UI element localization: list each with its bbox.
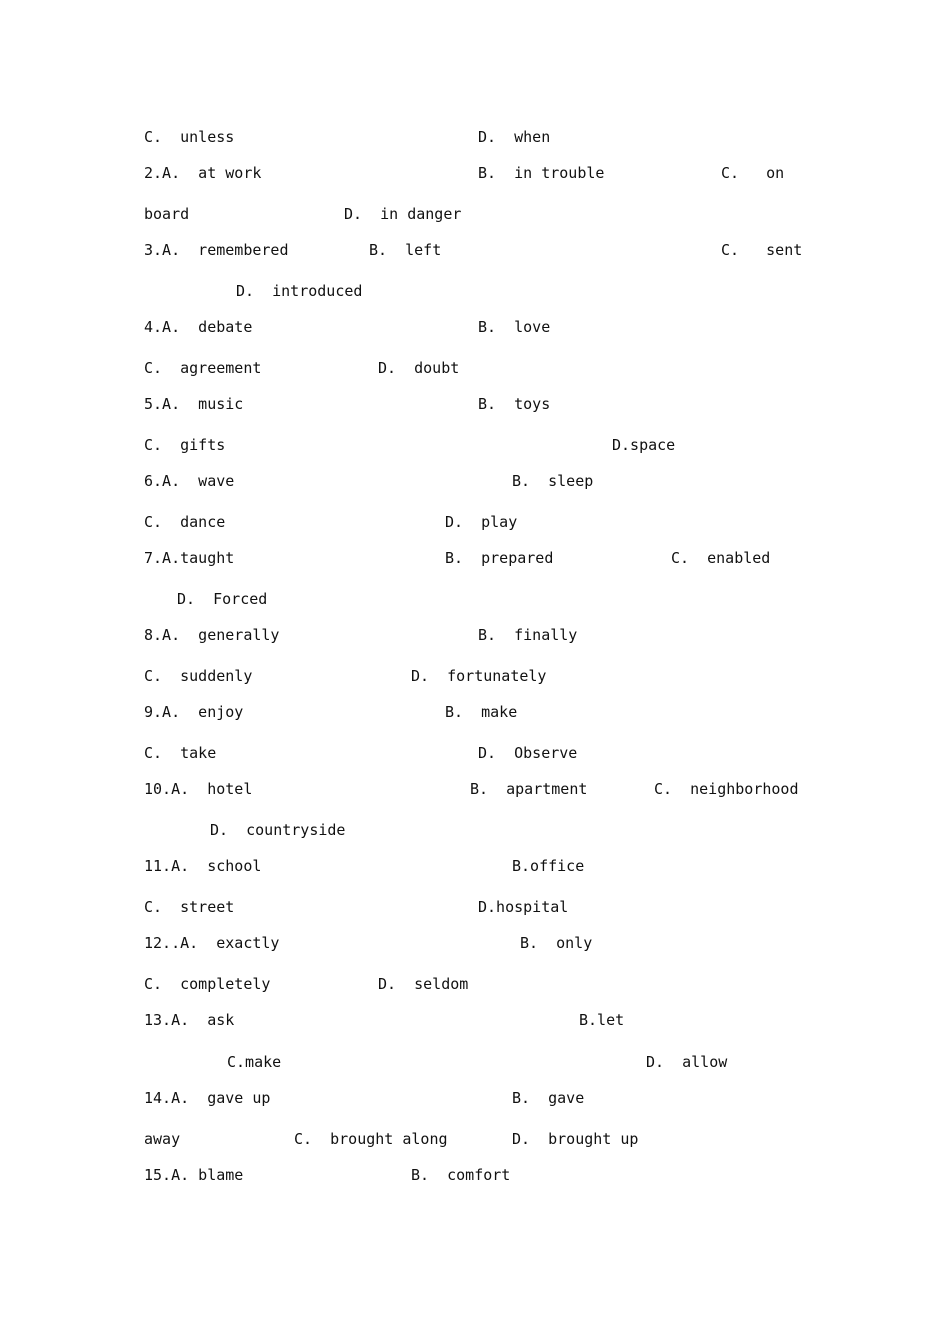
option-text: away (144, 1130, 181, 1148)
question-15: 15.A. blame (144, 1166, 244, 1184)
option-text: B. comfort (411, 1166, 511, 1184)
option-text: D. Forced (177, 590, 268, 608)
option-text: C. agreement (144, 359, 262, 377)
question-11: 11.A. school (144, 857, 262, 875)
question-4: 4.A. debate (144, 318, 253, 336)
option-text: B.office (512, 857, 585, 875)
option-text: B. make (445, 703, 518, 721)
option-text: D. fortunately (411, 667, 547, 685)
question-3: 3.A. remembered (144, 241, 289, 259)
option-text: D. seldom (378, 975, 469, 993)
option-text: D. play (445, 513, 518, 531)
option-text: B. left (369, 241, 442, 259)
option-text: D. countryside (210, 821, 346, 839)
option-text: C. completely (144, 975, 271, 993)
option-text: B. only (520, 934, 593, 952)
option-text: C. street (144, 898, 235, 916)
option-text: B. sleep (512, 472, 594, 490)
option-text: B.let (579, 1011, 625, 1029)
option-text: D. allow (646, 1053, 728, 1071)
option-text: C. take (144, 744, 217, 762)
option-text: C. sent (721, 241, 803, 259)
question-7: 7.A.taught (144, 549, 235, 567)
option-text: board (144, 205, 190, 223)
option-text: D. in danger (344, 205, 462, 223)
option-text: B. love (478, 318, 551, 336)
option-text: D. introduced (236, 282, 363, 300)
option-text: D.space (612, 436, 676, 454)
option-text: C. on (721, 164, 785, 182)
question-13: 13.A. ask (144, 1011, 235, 1029)
option-text: B. in trouble (478, 164, 605, 182)
option-text: D. Observe (478, 744, 578, 762)
option-text: D. when (478, 128, 551, 146)
question-2: 2.A. at work (144, 164, 262, 182)
option-text: C. dance (144, 513, 226, 531)
option-text: D. doubt (378, 359, 460, 377)
option-text: C. brought along (294, 1130, 448, 1148)
question-6: 6.A. wave (144, 472, 235, 490)
option-text: B. gave (512, 1089, 585, 1107)
question-12: 12..A. exactly (144, 934, 280, 952)
option-text: B. apartment (470, 780, 588, 798)
question-8: 8.A. generally (144, 626, 280, 644)
option-text: C. enabled (671, 549, 771, 567)
option-text: B. prepared (445, 549, 554, 567)
option-text: C.make (227, 1053, 282, 1071)
question-9: 9.A. enjoy (144, 703, 244, 721)
question-14: 14.A. gave up (144, 1089, 271, 1107)
option-text: C. unless (144, 128, 235, 146)
question-5: 5.A. music (144, 395, 244, 413)
option-text: B. finally (478, 626, 578, 644)
question-10: 10.A. hotel (144, 780, 253, 798)
option-text: D.hospital (478, 898, 569, 916)
option-text: C. neighborhood (654, 780, 799, 798)
option-text: D. brought up (512, 1130, 639, 1148)
option-text: B. toys (478, 395, 551, 413)
option-text: C. suddenly (144, 667, 253, 685)
option-text: C. gifts (144, 436, 226, 454)
